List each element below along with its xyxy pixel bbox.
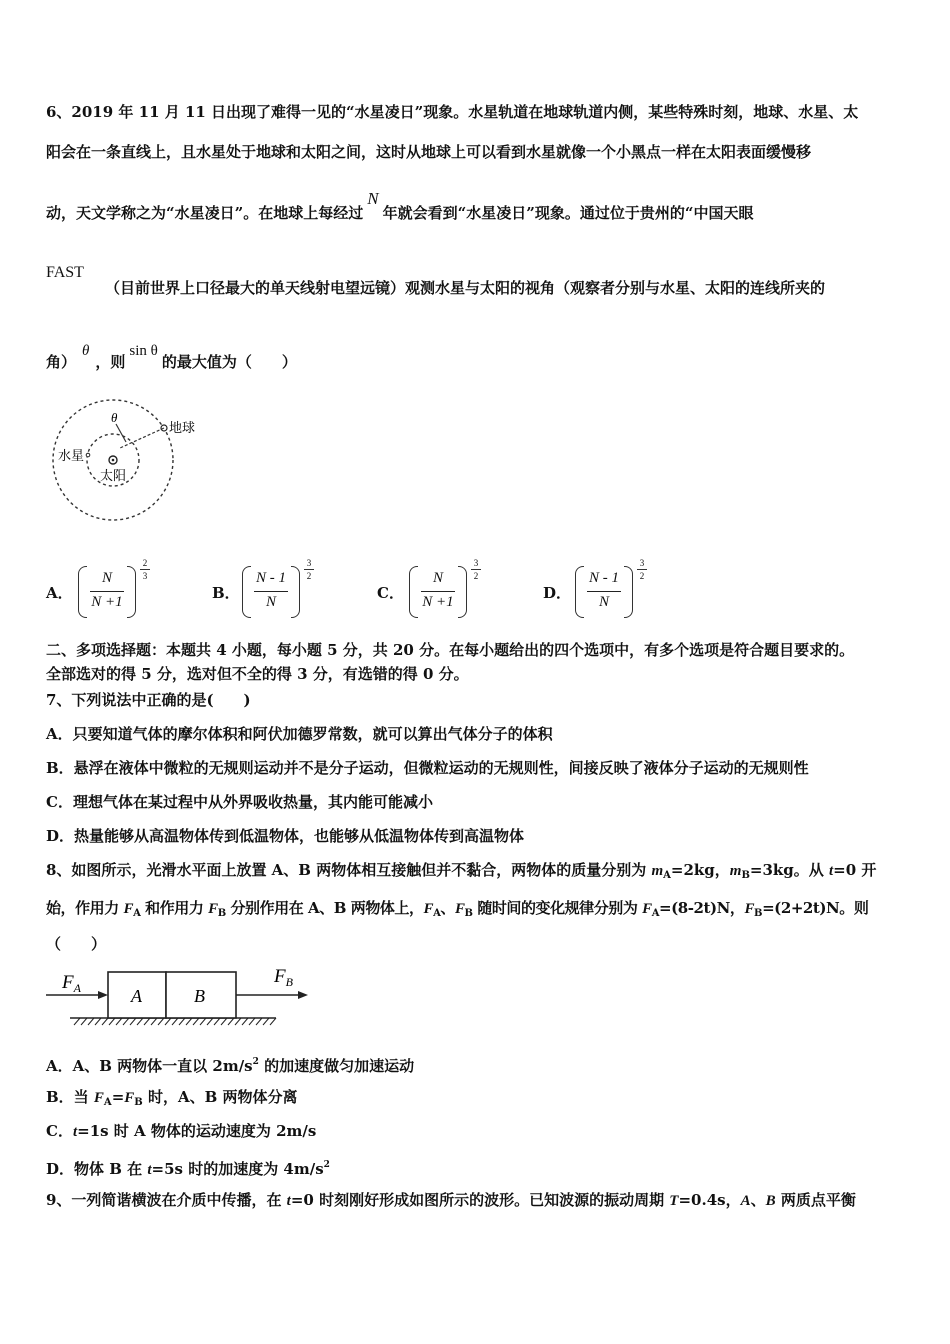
q9-text: 、 bbox=[750, 1191, 766, 1209]
option-text: C．理想气体在某过程中从外界吸收热量，其内能可能减小 bbox=[46, 793, 433, 811]
exp-den: 2 bbox=[473, 571, 479, 581]
var-t: t bbox=[147, 1162, 152, 1178]
var-t: t bbox=[286, 1193, 291, 1209]
q8-line-3 bbox=[46, 934, 106, 954]
fraction-bar bbox=[90, 591, 124, 592]
subscript: A bbox=[433, 908, 441, 919]
earth-label: 地球 bbox=[169, 421, 196, 436]
q6-text: 6、2019 年 11 月 11 日出现了难得一见的“水星凌日”现象。水星轨道在地球轨道内侧，某些特殊时刻，地球、水星、太 bbox=[46, 103, 859, 121]
force-b-label: $F_B$ bbox=[274, 966, 293, 989]
option-text: A．A、B 两物体一直以 2m/s bbox=[46, 1057, 253, 1075]
mercury-label: 水星 bbox=[58, 449, 85, 464]
option-text: C． bbox=[46, 1122, 73, 1140]
q8-option-b[interactable] bbox=[46, 1087, 298, 1113]
q6-text: 年就会看到“水星凌日”现象。通过位于贵州的“中国天眼 bbox=[382, 204, 754, 222]
q6-fast-label bbox=[46, 262, 84, 283]
var-T: T bbox=[669, 1193, 679, 1209]
q8-text: =3kg。从 bbox=[749, 861, 829, 879]
q9-text: =0 时刻刚好形成如图所示的波形。已知波源的振动周期 bbox=[290, 1191, 670, 1209]
option-text: 的加速度做匀加速运动 bbox=[258, 1057, 415, 1075]
q9-text: 两质点平衡 bbox=[775, 1191, 856, 1209]
exp-bar bbox=[637, 569, 647, 570]
var-F: F bbox=[642, 901, 652, 917]
sin-theta: sin θ bbox=[129, 343, 158, 359]
q6-line-1 bbox=[46, 102, 858, 122]
q8-text: 分别作用在 A、B 两物体上， bbox=[225, 899, 424, 917]
var-F: F bbox=[93, 1090, 104, 1106]
exp-num: 3 bbox=[306, 558, 312, 568]
q8-option-a[interactable] bbox=[46, 1052, 414, 1076]
fast-text: FAST bbox=[46, 264, 84, 281]
q8-text: 随时间的变化规律分别为 bbox=[472, 899, 643, 917]
q6-text: 动，天文学称之为“水星凌日”。在地球上每经过 bbox=[46, 204, 364, 222]
q8-text: 8、如图所示，光滑水平面上放置 A、B 两物体相互接触但并不黏合，两物体的质量分别为 bbox=[46, 861, 652, 879]
exp-den: 2 bbox=[639, 571, 645, 581]
q7-option-a[interactable] bbox=[46, 724, 553, 744]
section-heading: 二、多项选择题：本题共 4 小题，每小题 5 分，共 20 分。在每小题给出的四个选项中，有多个选项是符合题目要求的。 bbox=[46, 641, 855, 659]
denominator: N +1 bbox=[91, 594, 123, 610]
fraction-bar bbox=[587, 591, 621, 592]
q6-text: 的最大值为（ ） bbox=[161, 353, 297, 371]
section2-line-1 bbox=[46, 640, 854, 660]
var-F: F bbox=[123, 901, 134, 917]
q6-line-5 bbox=[46, 343, 297, 373]
subscript: A bbox=[663, 870, 671, 881]
q7-stem bbox=[46, 690, 251, 710]
numerator: N bbox=[432, 570, 443, 586]
q9-text: 9、一列简谐横波在介质中传播，在 bbox=[46, 1191, 287, 1209]
subscript: A bbox=[103, 1097, 112, 1108]
block-a-label: A bbox=[131, 986, 142, 1006]
force-a-label: $F_A$ bbox=[62, 972, 81, 995]
var-F: F bbox=[423, 901, 434, 917]
option-letter: A． bbox=[46, 584, 73, 602]
var-theta: θ bbox=[82, 343, 90, 359]
q7-option-d[interactable] bbox=[46, 826, 524, 846]
var-t: t bbox=[829, 863, 834, 879]
exponent bbox=[637, 558, 647, 581]
theta-label: θ bbox=[111, 410, 118, 425]
q8-text: =(8-2t)N， bbox=[659, 899, 745, 917]
subscript: B bbox=[217, 908, 226, 919]
sightline bbox=[120, 428, 164, 448]
exp-bar bbox=[471, 569, 481, 570]
fraction-bar bbox=[254, 591, 288, 592]
block-b-label: B bbox=[194, 986, 205, 1006]
q8-text: =0 开 bbox=[833, 861, 877, 879]
right-paren bbox=[127, 566, 136, 618]
q8-text: =2kg， bbox=[670, 861, 730, 879]
option-text: D．物体 B 在 bbox=[46, 1160, 148, 1178]
q6-text: （目前世界上口径最大的单天线射电望远镜）观测水星与太阳的视角（观察者分别与水星、太阳的连线所夹的 bbox=[105, 279, 826, 297]
fraction-bar bbox=[421, 591, 455, 592]
exponent bbox=[140, 558, 150, 581]
exp-num: 2 bbox=[142, 558, 148, 568]
var-F: F bbox=[454, 901, 465, 917]
var-F: F bbox=[744, 901, 755, 917]
option-text: = bbox=[111, 1088, 125, 1106]
var-N: N bbox=[367, 189, 379, 208]
var-B: B bbox=[765, 1193, 776, 1209]
exp-den: 3 bbox=[142, 571, 148, 581]
var-m: m bbox=[729, 863, 742, 879]
subscript: A bbox=[133, 908, 141, 919]
exp-num: 3 bbox=[639, 558, 645, 568]
subscript: A bbox=[651, 908, 660, 919]
q8-text: 始，作用力 bbox=[46, 899, 124, 917]
right-paren bbox=[291, 566, 300, 618]
answer-blank: （ ） bbox=[46, 935, 107, 953]
subscript: B bbox=[741, 870, 750, 881]
ground-hatch bbox=[74, 1018, 276, 1025]
force-b-arrowhead bbox=[298, 991, 308, 999]
exp-den: 2 bbox=[306, 571, 312, 581]
q8-line-1 bbox=[46, 860, 876, 886]
q9-line-1 bbox=[46, 1190, 856, 1211]
option-text: A．只要知道气体的摩尔体积和阿伏加德罗常数，就可以算出气体分子的体积 bbox=[46, 725, 553, 743]
exponent bbox=[304, 558, 314, 581]
option-letter: D． bbox=[543, 584, 572, 602]
option-fraction bbox=[76, 558, 148, 618]
numerator: N - 1 bbox=[256, 570, 286, 586]
denominator: N +1 bbox=[422, 594, 454, 610]
denominator: N bbox=[598, 594, 609, 610]
denominator: N bbox=[265, 594, 276, 610]
numerator: N - 1 bbox=[589, 570, 619, 586]
option-letter: C． bbox=[377, 584, 404, 602]
var-F: F bbox=[124, 1090, 135, 1106]
blocks-figure bbox=[44, 962, 293, 1034]
option-text: D．热量能够从高温物体传到低温物体，也能够从低温物体传到高温物体 bbox=[46, 827, 525, 845]
var-t: t bbox=[72, 1124, 78, 1140]
var-A: A bbox=[740, 1193, 751, 1209]
q6-line-2 bbox=[46, 142, 811, 162]
option-fraction bbox=[240, 558, 312, 618]
right-paren bbox=[458, 566, 467, 618]
option-text: =1s 时 A 物体的运动速度为 2m/s bbox=[77, 1122, 317, 1140]
q6-text: ，则 bbox=[95, 353, 126, 371]
subscript: B bbox=[134, 1097, 143, 1108]
sun-dot bbox=[112, 459, 115, 462]
exp-bar bbox=[304, 569, 314, 570]
q8-option-d[interactable] bbox=[46, 1155, 330, 1180]
mercury bbox=[86, 453, 90, 457]
orbit-figure bbox=[48, 392, 223, 527]
option-text: 时，A、B 两物体分离 bbox=[142, 1088, 298, 1106]
var-F: F bbox=[208, 901, 218, 917]
subscript: B bbox=[464, 908, 473, 919]
q7-text: 7、下列说法中正确的是( ) bbox=[46, 691, 251, 709]
exp-num: 3 bbox=[473, 558, 479, 568]
q7-option-c[interactable] bbox=[46, 792, 433, 812]
option-fraction bbox=[407, 558, 479, 618]
sun-label: 太阳 bbox=[100, 469, 127, 484]
q7-option-b[interactable] bbox=[46, 758, 809, 778]
q9-text: =0.4s， bbox=[678, 1191, 741, 1209]
force-a-arrowhead bbox=[98, 991, 108, 999]
theta-mark bbox=[116, 424, 126, 442]
superscript: 2 bbox=[323, 1160, 330, 1170]
q6-text: 角） bbox=[46, 353, 77, 371]
q8-line-2 bbox=[46, 898, 868, 924]
subscript: B bbox=[754, 908, 763, 919]
q6-line-3 bbox=[46, 189, 754, 223]
q8-text: =(2+2t)N。则 bbox=[762, 899, 869, 917]
q8-text: 和作用力 bbox=[140, 899, 209, 917]
right-paren bbox=[624, 566, 633, 618]
q6-text: 阳会在一条直线上，且水星处于地球和太阳之间，这时从地球上可以看到水星就像一个小黑点一样在太阳表面缓慢移 bbox=[46, 143, 812, 161]
superscript: 2 bbox=[252, 1057, 259, 1067]
exp-bar bbox=[140, 569, 150, 570]
section2-line-2 bbox=[46, 664, 469, 684]
option-text: B．当 bbox=[46, 1088, 94, 1106]
numerator: N bbox=[101, 570, 112, 586]
option-text: =5s 时的加速度为 4m/s bbox=[151, 1160, 324, 1178]
option-text: B．悬浮在液体中微粒的无规则运动并不是分子运动，但微粒运动的无规则性，间接反映了液体分子运动的无规则性 bbox=[46, 759, 809, 777]
section-heading: 全部选对的得 5 分，选对但不全的得 3 分，有选错的得 0 分。 bbox=[46, 665, 469, 683]
exponent bbox=[471, 558, 481, 581]
q8-option-c[interactable] bbox=[46, 1121, 316, 1142]
option-fraction bbox=[573, 558, 645, 618]
var-m: m bbox=[651, 863, 664, 879]
option-letter: B． bbox=[212, 584, 240, 602]
q6-line-4 bbox=[105, 278, 825, 298]
q8-text: 、 bbox=[440, 899, 455, 917]
